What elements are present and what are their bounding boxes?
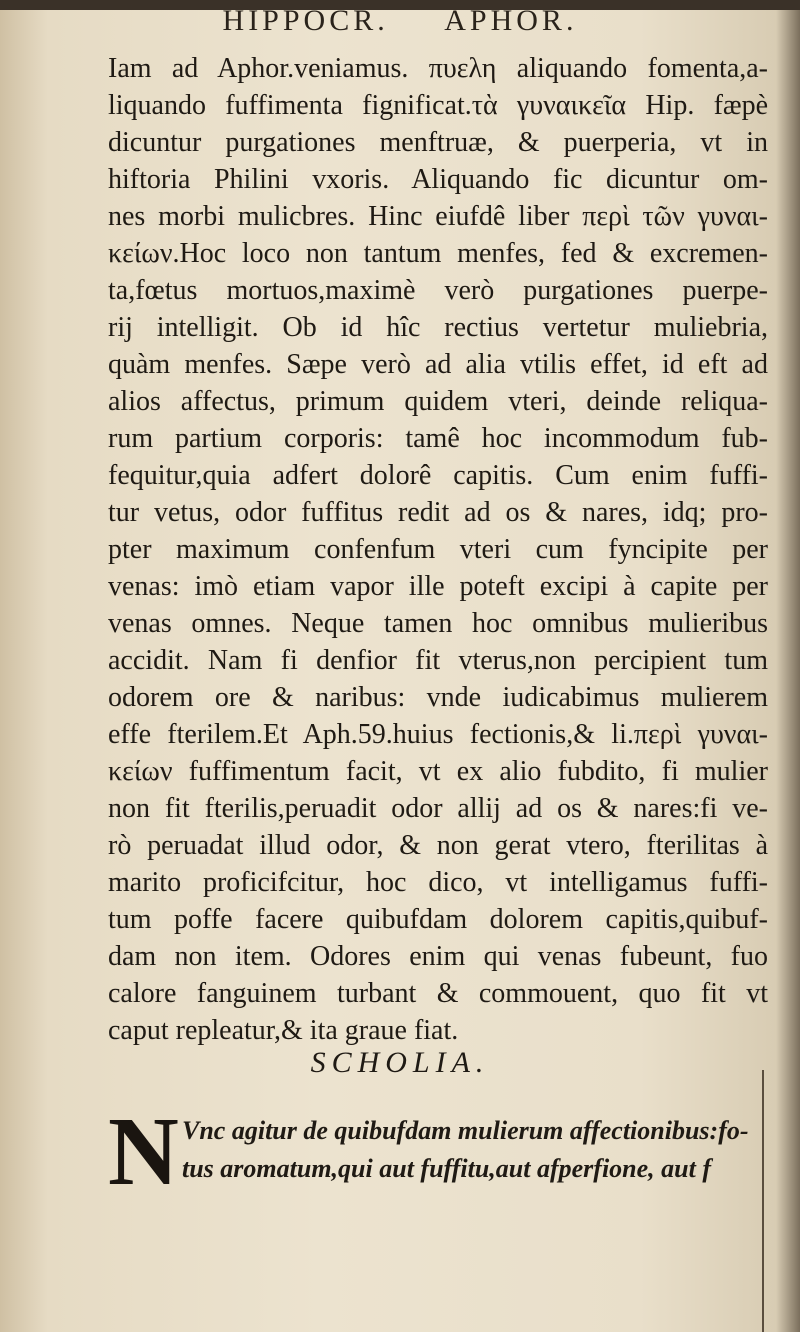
scholia-heading: SCHOLIA. <box>310 1046 490 1079</box>
text-line: nes morbi mulicbres. Hinc eiufdê liber περὶ τῶν γυναι- <box>108 201 768 232</box>
text-line: venas: imò etiam vapor ille poteft excipi à capite per <box>108 571 768 602</box>
text-line: marito proficifcitur, hoc dico, vt intelligamus fuffi- <box>108 867 768 898</box>
text-line: rum partium corporis: tamê hoc incommodum fub- <box>108 423 768 454</box>
text-line: alios affectus, primum quidem vteri, deinde reliqua- <box>108 386 768 417</box>
text-line: hiftoria Philini vxoris. Aliquando fic dicuntur om- <box>108 164 768 195</box>
text-line: quàm menfes. Sæpe verò ad alia vtilis effet, id eft ad <box>108 349 768 380</box>
scholia-line: Vnc agitur de quibufdam mulierum affectionibus:fo- <box>182 1116 749 1145</box>
scholia-line: tus aromatum,qui aut fuffitu,aut afperfione, aut f <box>182 1154 712 1183</box>
scholia-block <box>108 1098 768 1206</box>
text-line: dam non item. Odores enim qui venas fubeunt, fuo <box>108 941 768 972</box>
running-head-right: APHOR. <box>444 4 578 37</box>
text-line: rij intelligit. Ob id hîc rectius vertetur muliebria, <box>108 312 768 343</box>
text-line: tum poffe facere quibufdam dolorem capitis,quibuf- <box>108 904 768 935</box>
text-line: venas omnes. Neque tamen hoc omnibus mulieribus <box>108 608 768 639</box>
text-line: fequitur,quia adfert dolorê capitis. Cum enim fuffi- <box>108 460 768 491</box>
text-line: κείων.Hoc loco non tantum menfes, fed & excremen- <box>108 238 768 269</box>
running-head-left: HIPPOCR. <box>222 4 389 37</box>
text-line: ta,fœtus mortuos,maximè verò purgationes puerpe- <box>108 275 768 306</box>
running-head <box>0 4 800 38</box>
text-line: calore fanguinem turbant & commouent, quo fit vt <box>108 978 768 1009</box>
text-line: liquando fuffimenta fignificat.τὰ γυναικεῖα Hip. fæpè <box>108 90 768 121</box>
margin-rule <box>762 1070 764 1332</box>
text-line: tur vetus, odor fuffitus redit ad os & nares, idq; pro- <box>108 497 768 528</box>
text-line: dicuntur purgationes menftruæ, & puerperia, vt in <box>108 127 768 158</box>
text-line: κείων fuffimentum facit, vt ex alio fubdito, fi mulier <box>108 756 768 787</box>
body-text <box>108 50 768 1049</box>
text-line: non fit fterilis,peruadit odor allij ad os & nares:fi ve- <box>108 793 768 824</box>
text-line: effe fterilem.Et Aph.59.huius fectionis,& li.περὶ γυναι- <box>108 719 768 750</box>
text-line: odorem ore & naribus: vnde iudicabimus mulierem <box>108 682 768 713</box>
text-line: Iam ad Aphor.veniamus. πυελη aliquando fomenta,a- <box>108 53 768 84</box>
text-line: rò peruadat illud odor, & non gerat vtero, fterilitas à <box>108 830 768 861</box>
text-line: pter maximum confenfum vteri cum fyncipite per <box>108 534 768 565</box>
text-line: caput repleatur,& ita graue fiat. <box>108 1015 459 1046</box>
text-line: accidit. Nam fi denfior fit vterus,non percipient tum <box>108 645 768 676</box>
drop-cap: N <box>108 1098 179 1206</box>
